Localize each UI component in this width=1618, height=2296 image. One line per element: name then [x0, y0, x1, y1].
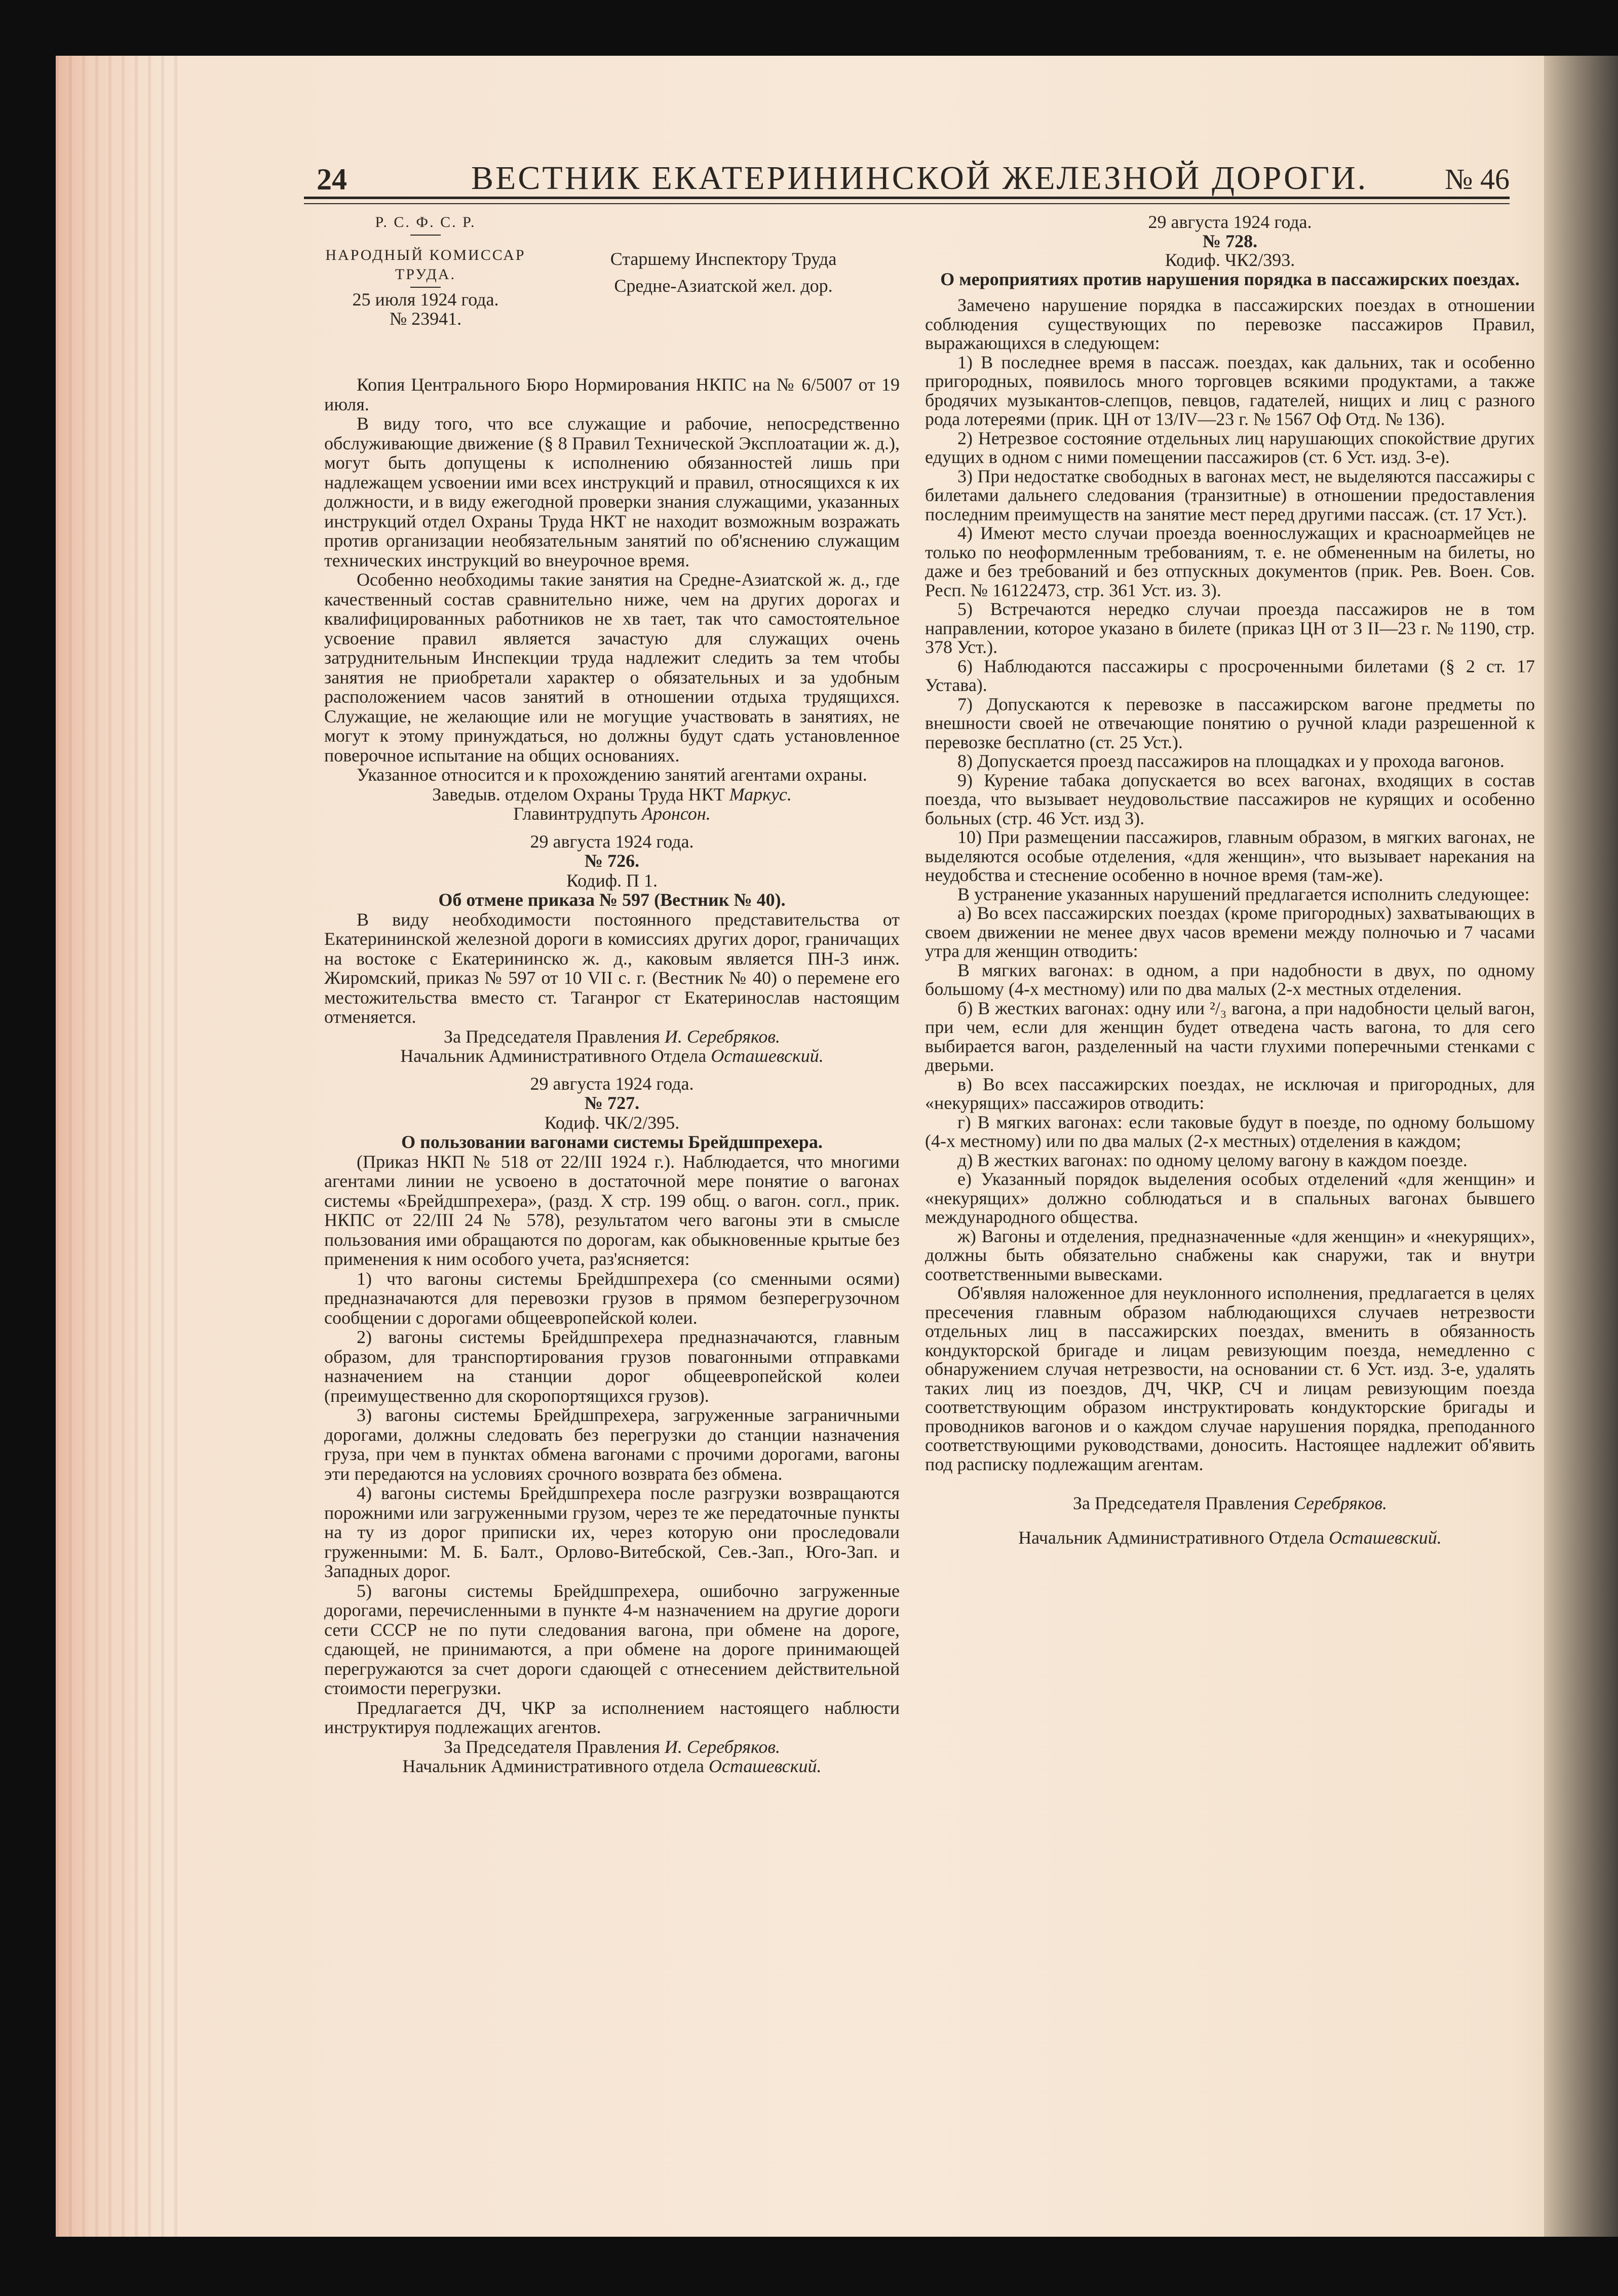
addressee-line-1: Старшему Инспектору Труда — [610, 249, 837, 269]
commissar-line-1: НАРОДНЫЙ КОМИССАР — [325, 246, 526, 263]
list-item: д) В жестких вагонах: по одному целому вагону в каждом поезде. — [957, 1150, 1468, 1170]
paragraph: В виду того, что все служащие и рабочие, непосредственно обслуживающие движение (§ 8 Правил Технической Эксплоатации ж. д.), могут быть допущены к исполнению обязанностей лишь при надлежащем усвоении ими всех инструкций и правил, относящихся к их должности, и в виду ежегодной проверки знания служащими, указанных инструкций отдел Охраны Труда НКТ не находит возможным возражать против организации необязательным занятий по об'яснению служащим технических инструкций во внеурочное время. — [324, 413, 900, 570]
signature-line: За Председателя Правления И. Серебряков. — [443, 1736, 781, 1757]
signature-line: За Председателя Правления Серебряков. — [1072, 1493, 1388, 1513]
paragraph: 4) вагоны системы Брейдшпрехера после разгрузки возвращаются порожними или загруженными грузом, через те же передаточные пункты на ту из дорог приписки их, через которую они проследовали груженными: М. Б. Балт., Орлово-Витебской, Сев.-Зап., Юго-Зап. и Западных дорог. — [324, 1483, 900, 1581]
letter-date: 25 июля 1924 года. — [352, 289, 499, 310]
list-item: 1) В последнее время в пассаж. поездах, как дальних, так и особенно пригородных, появилось много торговцев всякими продуктами, а также бродячих музыкантов-слепцов, певцов, гадателей, нищих и лиц с разного рода лотереями (прик. ЦН от 13/IV—23 г. № 1567 Оф Отд. № 136). — [925, 352, 1535, 429]
left-column — [324, 213, 900, 1776]
masthead-title: ВЕСТНИК ЕКАТЕРИНИНСКОЙ ЖЕЛЕЗНОЙ ДОРОГИ. — [471, 160, 1368, 197]
paragraph: В виду необходимости постоянного представительства от Екатерининской железной дороги в комиссиях других дорог, граничащих на востоке с Екатерининско ж. д., каковым является ПН-3 инж. Жиромский, приказ № 597 от 10 VII с. г. (Вестник № 40) о перемене его местожительства вместо ст. Таганрог ст Екатеринослав настоящим отменяется. — [324, 909, 900, 1027]
addressee-line-2: Средне-Азиатской жел. дор. — [614, 275, 833, 296]
signature-line: Начальник Административного Отдела Осташевский. — [1018, 1527, 1442, 1548]
list-item: в) Во всех пассажирских поездах, не исключая и пригородных, для «некурящих» пассажиров отводить: — [925, 1074, 1535, 1113]
paragraph: 3) вагоны системы Брейдшпрехера, загруженные заграничными дорогами, должны следовать без перегрузки до станции назначения груза, при чем в пунктах обмена вагонами с прочими дорогами, вагоны эти передаются на условиях срочного возврата без обмена. — [324, 1405, 900, 1484]
signature-line: За Председателя Правления И. Серебряков. — [443, 1026, 781, 1047]
header-rule — [304, 197, 1510, 204]
list-item: 9) Курение табака допускается во всех вагонах, входящих в состав поезда, что вызывает неудовольствие пассажиров не курящих и особенно больных (стр. 46 Уст. изд 3). — [925, 770, 1535, 828]
paragraph: Предлагается ДЧ, ЧКР за исполнением настоящего наблюсти инструктируя подлежащих агентов. — [324, 1697, 900, 1737]
page-header — [263, 157, 1510, 198]
list-item: ж) Вагоны и отделения, предназначенные «для женщин» и «некурящих», должны быть обязательно снабжены как снаружи, так и внутри соответственными вывесками. — [925, 1226, 1535, 1284]
paragraph: 5) вагоны системы Брейдшпрехера, ошибочно загруженные дорогами, перечисленными в пункте 4-м назначением на другие дороги сети СССР не по пути следования вагона, при обмене на дороге, сдающей, не принимаются, а при обмене на дороге принимающей перегружаются за счет дороги сдающей с отнесением действительной стоимости перегрузки. — [324, 1580, 900, 1698]
list-item: 2) Нетрезвое состояние отдельных лиц нарушающих спокойствие других едущих в одном с ними помещении пассажиров (ст. 6 Уст. изд. 3-е). — [925, 428, 1535, 467]
list-item: 10) При размещении пассажиров, главным образом, в мягких вагонах, не выделяются особые отделения, «для женщин», что вызывает нарекания на неудобства и стеснение особенно в ночное время (там-же). — [925, 827, 1535, 885]
issue-number: № 46 — [1445, 163, 1510, 196]
paragraph: Указанное относится и к прохождению занятий агентами охраны. — [357, 764, 867, 785]
order-date: 29 августа 1924 года. — [530, 831, 694, 852]
paragraph: Копия Центрального Бюро Нормирования НКПС на № 6/5007 от 19 июля. — [324, 374, 900, 414]
list-item: 6) Наблюдаются пассажиры с просроченными билетами (§ 2 ст. 17 Устава). — [925, 656, 1535, 695]
signature-line: Начальник Административного Отдела Осташевский. — [400, 1046, 824, 1066]
list-item: е) Указанный порядок выделения особых отделений «для женщин» и «некурящих» должно соблюдаться и в спальных вагонах бывшего международного общества. — [925, 1169, 1535, 1227]
divider — [410, 287, 441, 288]
order-code: Кодиф. ЧК/2/395. — [544, 1112, 680, 1133]
order-code: Кодиф. ЧК2/393. — [1165, 250, 1295, 270]
list-item: 5) Встречаются нередко случаи проезда пассажиров не в том направлении, которое указано в билете (приказ ЦН от 3 II—23 г. № 1190, стр. 378 Уст.). — [925, 599, 1535, 657]
addressee-block — [547, 213, 900, 295]
list-item: а) Во всех пассажирских поездах (кроме пригородных) захватывающих в своем движении не менее двух часов времени между полночью и 7 часами утра для женщин отводить: — [925, 903, 1535, 961]
right-column — [925, 213, 1535, 1547]
letter-heading — [324, 213, 900, 375]
paragraph: 1) что вагоны системы Брейдшпрехера (со сменными осями) предназначаются для перевозки грузов в прямом безперегрузочном сообщении с дорогами общеевропейской колеи. — [324, 1268, 900, 1328]
sender-block — [324, 213, 527, 329]
list-item: В мягких вагонах: в одном, а при надобности в двух, по одному большому (4-х местному) или по два малых (2-х местных отделения. — [925, 960, 1535, 999]
order-number: № 726. — [584, 851, 640, 871]
paragraph: 2) вагоны системы Брейдшпрехера предназначаются, главным образом, для транспортирования грузов повагонными отправками назначением на станции дорог общеевропейской колеи (преимущественно для скоропортящихся грузов). — [324, 1327, 900, 1406]
order-date: 29 августа 1924 года. — [530, 1073, 694, 1094]
list-item: 7) Допускаются к перевозке в пассажирском вагоне предметы по внешности своей не отвечающие понятию о ручной клади разрешенной к перевозке бесплатно (ст. 25 Уст.). — [925, 694, 1535, 752]
paragraph: (Приказ НКП № 518 от 22/III 1924 г.). Наблюдается, что многими агентами линии не усвоено в достаточной мере понятие о вагонах системы «Брейдшпрехера», (разд. X стр. 199 общ. о вагон. согл., прик. НКПС от 22/III 24 № 578), результатом чего вагоны эти в смысле пользования ими обращаются по дорогам, как обыкновенные крытые без применения к ним особого учета, раз'ясняется: — [324, 1151, 900, 1269]
list-item: б) В жестких вагонах: одну или ²/₃ вагона, а при надобности целый вагон, при чем, если для женщин будет отведена часть вагона, то для сего выбирается вагон, разделенный на части глухими поперечными стенками с дверьми. — [925, 998, 1535, 1075]
order-title: Об отмене приказа № 597 (Вестник № 40). — [438, 890, 786, 910]
paragraph: Особенно необходимы такие занятия на Средне-Азиатской ж. д., где качественный состав сравнительно ниже, чем на других дорогах и квалифицированных работников не хв тает, так что самостоятельное усвоение правил является зачастую для служащих очень затруднительным Инспекции труда надлежит следить за тем чтобы занятия не приобретали характер о обязательных и за удобным расположением часов занятий в отношении отдыха трудящихся. Служащие, не желающие или не могущие участвовать в занятиях, не могут к этому принуждаться, но должны будут сдать установленное поверочное испытание на общих основаниях. — [324, 569, 900, 766]
paragraph: В устранение указанных нарушений предлагается исполнить следующее: — [957, 884, 1530, 904]
rsfsr: Р. С. Ф. С. Р. — [375, 214, 476, 231]
page-stack-edge — [1544, 56, 1618, 2237]
order-date: 29 августа 1924 года. — [1148, 212, 1312, 232]
signature-line: Главинтрудпуть Аронсон. — [513, 803, 711, 824]
paragraph: Об'являя наложенное для неуклонного исполнения, предлагается в целях пресечения главным образом наблюдающихся случаев нетрезвости отдельных лиц в пассажирских поездах, вменить в обязанность кондукторской бригаде и лицам ревизующим поезда, немедленно с обнаружением случая нетрезвости, на основании ст. 6 Уст. изд. 3-е, удалять таких лиц из поездов, ДЧ, ЧКР, СЧ и лицам ревизующим поезда соответствующим образом инструктировать кондукторские бригады и проводников вагонов и о каждом случае нарушения порядка, преподанного соответствующими руководствами, доносить. Настоящее надлежит об'явить под расписку подлежащим агентам. — [925, 1283, 1535, 1474]
list-item: 8) Допускается проезд пассажиров на площадках и у прохода вагонов. — [957, 751, 1505, 771]
order-code: Кодиф. П 1. — [566, 870, 658, 891]
order-number: № 728. — [1202, 231, 1258, 251]
order-title: О мероприятиях против нарушения порядка в пассажирских поездах. — [940, 269, 1520, 289]
letter-number: № 23941. — [389, 309, 462, 329]
paragraph: Замечено нарушение порядка в пассажирских поездах в отношении соблюдения существующих по перевозке пассажиров Правил, выражающихся в следующем: — [925, 295, 1535, 353]
signature-line: Заведыв. отделом Охраны Труда НКТ Маркус. — [432, 784, 792, 805]
order-title: О пользовании вагонами системы Брейдшпрехера. — [401, 1132, 823, 1152]
list-item: 4) Имеют место случаи проезда военнослужащих и красноармейцев не только по неоформленным требованиям, т. е. не обмененным на билеты, но даже и без требований и без отпускных документов (прик. Рев. Воен. Сов. Респ. № 16122473, стр. 361 Уст. из. 3). — [925, 523, 1535, 600]
list-item: 3) При недостатке свободных в вагонах мест, не выделяются пассажиры с билетами дальнего следования (транзитные) в отношении предоставления последним преимуществ на занятие мест перед другими пассаж. (ст. 17 Уст.). — [925, 466, 1535, 524]
commissar-line-2: ТРУДА. — [395, 266, 456, 283]
list-item: г) В мягких вагонах: если таковые будут в поезде, по одному большому (4-х местному) или по два малых (2-х местных) отделения в каждом; — [925, 1112, 1535, 1151]
order-number: № 727. — [584, 1093, 640, 1113]
signature-line: Начальник Административного отдела Осташевский. — [402, 1756, 822, 1776]
divider — [410, 235, 441, 236]
page-number: 24 — [317, 163, 347, 196]
